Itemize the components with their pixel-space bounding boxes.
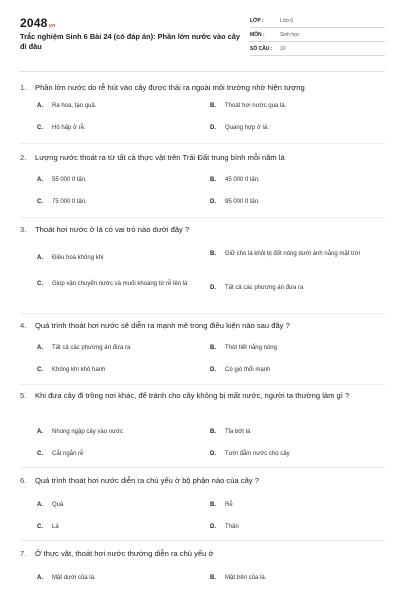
- answer-letter: D.: [210, 524, 216, 530]
- answer-text: Mặt trên của lá.: [225, 575, 267, 581]
- meta-label: LỚP :: [250, 17, 264, 24]
- answer-letter: D.: [210, 451, 216, 457]
- answer-text: Lá: [52, 524, 59, 530]
- answer-text: Rễ: [225, 502, 233, 508]
- question-2: [20, 152, 385, 205]
- answer-text: Tưới đẫm nước cho cây: [225, 451, 290, 457]
- question-separator: [20, 143, 385, 144]
- answer-option[interactable]: [210, 523, 380, 531]
- answer-text: 75 000 tỉ tấn.: [52, 199, 87, 205]
- answer-option[interactable]: [37, 254, 197, 262]
- logo-suffix: .vn: [47, 23, 56, 29]
- answer-letter: A.: [37, 345, 43, 351]
- answer-option[interactable]: [37, 344, 197, 352]
- question-number: 5.: [20, 391, 27, 400]
- page-header: [20, 14, 385, 66]
- answer-option[interactable]: [37, 198, 197, 206]
- question-number: 1.: [20, 83, 27, 92]
- question-body: Quá trình thoát hơi nước diễn ra chủ yếu ở bộ phận nào của cây ?: [35, 476, 259, 485]
- answer-option[interactable]: [210, 501, 380, 509]
- meta-class: [250, 14, 385, 28]
- answer-letter: B.: [210, 251, 216, 257]
- answer-text: Tất cả các phương án đưa ra: [52, 345, 131, 351]
- answer-option[interactable]: [210, 366, 380, 374]
- question-separator: [20, 540, 385, 541]
- question-1: [20, 82, 385, 131]
- answer-text: Không khí khô hanh: [52, 367, 106, 373]
- question-3: [20, 224, 385, 291]
- question-separator: [20, 313, 385, 314]
- answer-text: Quả: [52, 502, 64, 508]
- answer-text: Quang hợp ở lá.: [225, 125, 269, 131]
- answer-letter: C.: [37, 281, 43, 287]
- answer-text: Giữ cho lá khỏi bị đốt nóng dưới ánh nắng mặt trời: [225, 251, 360, 257]
- answer-text: 95 000 tỉ tấn.: [225, 199, 260, 205]
- answer-option[interactable]: [37, 574, 197, 582]
- question-number: 4.: [20, 321, 27, 330]
- question-body: Quá trình thoát hơi nước sẽ diễn ra mạnh mẽ trong điều kiện nào sau đây ?: [35, 321, 290, 330]
- site-logo[interactable]: [20, 16, 55, 30]
- meta-count: [250, 42, 385, 56]
- answer-option[interactable]: [210, 428, 380, 436]
- question-number: 3.: [20, 225, 27, 234]
- answer-letter: A.: [37, 429, 43, 435]
- question-separator: [20, 467, 385, 468]
- answer-option[interactable]: [210, 574, 380, 582]
- answer-text: Thời tiết nắng nóng: [225, 345, 277, 351]
- question-7: [20, 548, 385, 581]
- answer-text: Tất cả các phương án đưa ra: [225, 285, 304, 291]
- answer-option[interactable]: [37, 280, 197, 288]
- page-title: Trắc nghiệm Sinh 6 Bài 24 (có đáp án): Phần lớn nước vào cây đi đâu: [20, 32, 240, 51]
- question-5: [20, 390, 385, 457]
- logo-main: 2048: [20, 16, 48, 30]
- meta-label: MÔN :: [250, 31, 265, 38]
- meta-value: Sinh học: [280, 31, 300, 38]
- answer-letter: B.: [210, 177, 216, 183]
- answer-letter: C.: [37, 367, 43, 373]
- question-body: Phần lớn nước do rễ hút vào cây được thải ra ngoài môi trường nhờ hiện tượng: [35, 83, 305, 92]
- answer-text: Thoát hơi nước qua lá.: [225, 103, 287, 109]
- answer-text: Giúp vận chuyển nước và muối khoáng từ rễ lên lá: [52, 281, 188, 287]
- answer-text: Tỉa bớt lá: [225, 429, 251, 435]
- answer-option[interactable]: [210, 198, 380, 206]
- question-number: 7.: [20, 549, 27, 558]
- question-4: [20, 320, 385, 373]
- answer-text: Có gió thổi mạnh: [225, 367, 271, 373]
- answer-text: 55 000 tỉ tấn.: [52, 177, 87, 183]
- answer-text: Ra hoa, tạo quả.: [52, 103, 97, 109]
- question-body: Lượng nước thoát ra từ tất cả thực vật trên Trái Đất trung bình mỗi năm là: [35, 153, 285, 162]
- answer-letter: C.: [37, 199, 43, 205]
- answer-option[interactable]: [210, 124, 380, 132]
- answer-text: Điều hoà không khí: [52, 255, 104, 261]
- question-number: 6.: [20, 476, 27, 485]
- answer-letter: C.: [37, 451, 43, 457]
- answer-option[interactable]: [210, 450, 380, 458]
- answer-letter: B.: [210, 429, 216, 435]
- answer-letter: A.: [37, 502, 43, 508]
- header-divider: [20, 71, 385, 72]
- question-text: [20, 390, 385, 401]
- answer-option[interactable]: [37, 523, 197, 531]
- question-body: Ở thực vật, thoát hơi nước thường diễn ra chủ yếu ở: [35, 549, 214, 558]
- meta-label: SỐ CÂU :: [250, 45, 273, 52]
- question-6: [20, 475, 385, 530]
- question-text: [20, 320, 385, 331]
- answer-letter: D.: [210, 125, 216, 131]
- answer-option[interactable]: [37, 501, 197, 509]
- answer-letter: A.: [37, 177, 43, 183]
- answer-option[interactable]: [37, 102, 197, 110]
- answer-text: Thân: [225, 524, 239, 530]
- meta-subject: [250, 28, 385, 42]
- answer-option[interactable]: [37, 428, 197, 436]
- answer-option[interactable]: [37, 124, 197, 132]
- answer-text: Mặt dưới của lá.: [52, 575, 96, 581]
- answer-option[interactable]: [210, 176, 380, 184]
- answer-text: Nhúng ngập cây vào nước: [52, 429, 123, 435]
- question-separator: [20, 384, 385, 385]
- answer-letter: D.: [210, 367, 216, 373]
- question-text: [20, 548, 385, 559]
- question-text: [20, 475, 385, 486]
- answer-option[interactable]: [37, 366, 197, 374]
- answer-letter: D.: [210, 285, 216, 291]
- answer-letter: B.: [210, 575, 216, 581]
- answer-letter: C.: [37, 125, 43, 131]
- answer-option[interactable]: [210, 344, 380, 352]
- answer-text: 45 000 tỉ tấn.: [225, 177, 260, 183]
- answer-text: Hô hấp ở rễ.: [52, 125, 86, 131]
- answer-letter: A.: [37, 103, 43, 109]
- answer-option[interactable]: [210, 102, 380, 110]
- question-separator: [20, 217, 385, 218]
- answer-option[interactable]: [210, 250, 380, 258]
- answer-option[interactable]: [37, 450, 197, 458]
- answer-letter: A.: [37, 255, 43, 261]
- answer-text: Cắt ngắn rễ: [52, 451, 84, 457]
- question-text: [20, 224, 385, 235]
- answer-letter: D.: [210, 199, 216, 205]
- meta-value: Lớp 6: [280, 17, 294, 24]
- question-text: [20, 152, 385, 163]
- question-number: 2.: [20, 153, 27, 162]
- answer-letter: C.: [37, 524, 43, 530]
- meta-value: 10: [280, 45, 286, 52]
- answer-option[interactable]: [37, 176, 197, 184]
- answer-letter: B.: [210, 502, 216, 508]
- answer-letter: A.: [37, 575, 43, 581]
- answer-option[interactable]: [210, 284, 380, 292]
- answer-letter: B.: [210, 103, 216, 109]
- answer-letter: B.: [210, 345, 216, 351]
- question-body: Khi đưa cây đi trồng nơi khác, để tránh cho cây không bị mất nước, người ta thường làm gì ?: [35, 391, 350, 400]
- question-text: [20, 82, 385, 93]
- quiz-meta: [250, 14, 385, 56]
- question-body: Thoát hơi nước ở lá có vai trò nào dưới đây ?: [35, 225, 190, 234]
